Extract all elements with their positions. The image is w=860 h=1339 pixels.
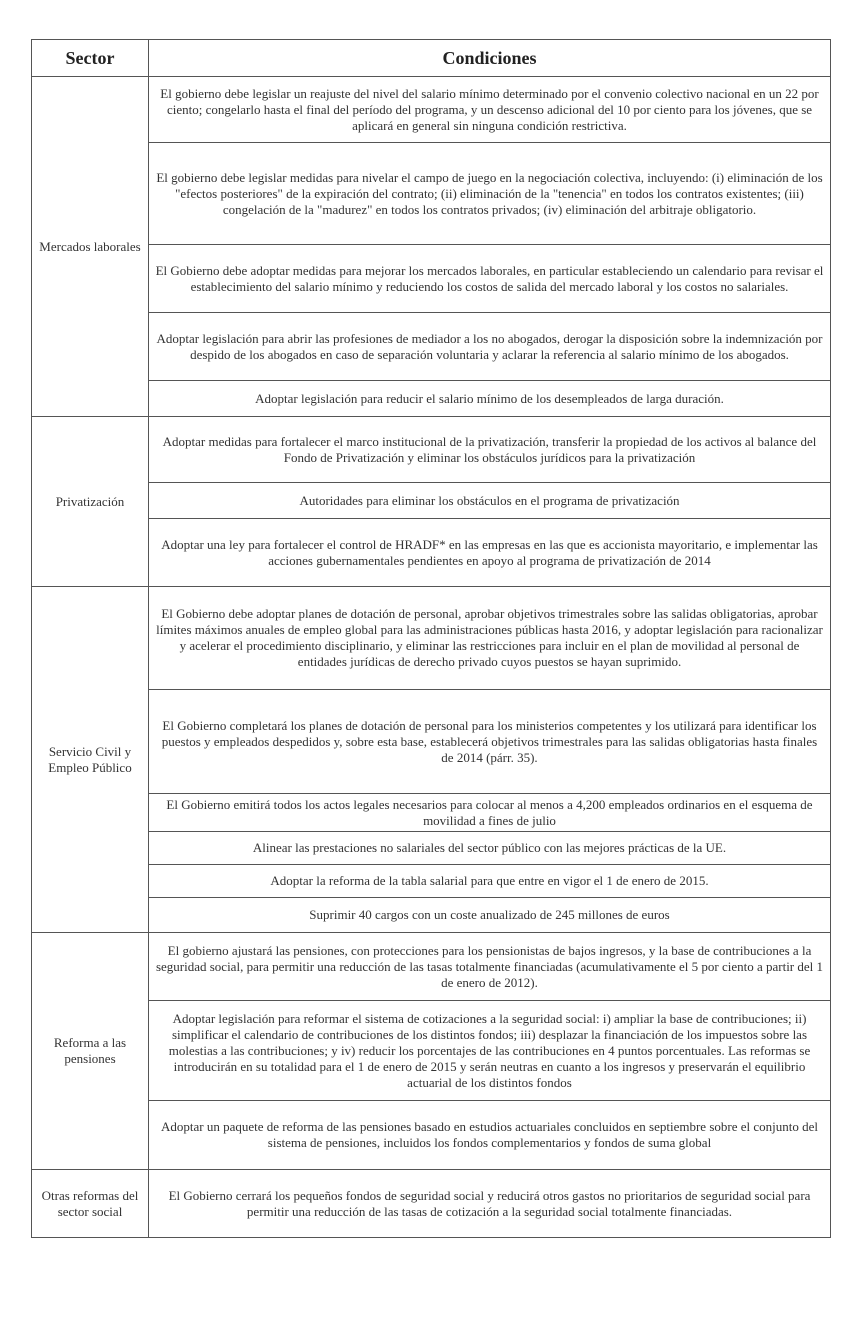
condition-cell: Adoptar legislación para abrir las profesiones de mediador a los no abogados, derogar la disposición sobre la indemnización por despido de los abogados en caso de separación voluntaria y aclarar la referencia al salario mínimo de los abogados. <box>149 313 831 381</box>
sector-cell-otras-reformas: Otras reformas del sector social <box>32 1170 149 1238</box>
condition-cell: El Gobierno debe adoptar medidas para mejorar los mercados laborales, en particular estableciendo un calendario para revisar el establecimiento del salario mínimo y reduciendo los costos de salida del mercado laboral y los costos no salariales. <box>149 245 831 313</box>
condition-cell: El Gobierno debe adoptar planes de dotación de personal, aprobar objetivos trimestrales sobre las salidas obligatorias, aprobar límites máximos anuales de empleo global para las administraciones públicas hasta 2016, y adoptar legislación para racionalizar y acelerar el procedimiento disciplinario, y eliminar las restricciones para incluir en el plan de movilidad al personal de entidades jurídicas de derecho privado cuyos puestos se hayan suprimido. <box>149 587 831 690</box>
sector-cell-privatizacion: Privatización <box>32 417 149 587</box>
condition-cell: Adoptar legislación para reducir el salario mínimo de los desempleados de larga duración. <box>149 381 831 417</box>
header-row <box>32 40 831 77</box>
condition-cell: El gobierno ajustará las pensiones, con protecciones para los pensionistas de bajos ingresos, y la base de contribuciones a la seguridad social, para permitir una reducción de las tasas totalmente financiadas (acumulativamente el 5 por ciento a partir del 1 de enero de 2012). <box>149 933 831 1001</box>
table-row <box>32 865 831 898</box>
condition-cell: El gobierno debe legislar medidas para nivelar el campo de juego en la negociación colectiva, incluyendo: (i) eliminación de los "efectos posteriores" de la expiración del contrato; (ii) eliminación de la "tenencia" en todos los contratos existentes; (iii) congelación de la "madurez" en todos los contratos privados; (iv) eliminación del arbitraje obligatorio. <box>149 143 831 245</box>
table-row <box>32 1001 831 1101</box>
table-row <box>32 587 831 690</box>
table-row <box>32 933 831 1001</box>
table-row <box>32 77 831 143</box>
table-row <box>32 832 831 865</box>
table-row <box>32 245 831 313</box>
condition-cell: Autoridades para eliminar los obstáculos en el programa de privatización <box>149 483 831 519</box>
condition-cell: Adoptar medidas para fortalecer el marco institucional de la privatización, transferir la propiedad de los activos al balance del Fondo de Privatización y eliminar los obstáculos jurídicos para la privatización <box>149 417 831 483</box>
header-conditions: Condiciones <box>149 40 831 77</box>
table-row <box>32 794 831 832</box>
table-row <box>32 313 831 381</box>
condition-cell: El Gobierno completará los planes de dotación de personal para los ministerios competentes y los utilizará para identificar los puestos y empleados despedidos y, sobre esta base, establecerá objetivos trimestrales para las salidas obligatorias hasta finales de 2014 (párr. 35). <box>149 690 831 794</box>
condition-cell: Alinear las prestaciones no salariales del sector público con las mejores prácticas de la UE. <box>149 832 831 865</box>
table-row <box>32 417 831 483</box>
sector-cell-servicio-civil: Servicio Civil y Empleo Público <box>32 587 149 933</box>
sector-cell-mercados-laborales: Mercados laborales <box>32 77 149 417</box>
condition-cell: Adoptar legislación para reformar el sistema de cotizaciones a la seguridad social: i) ampliar la base de contribuciones; ii) simplificar el calendario de contribuciones de los distintos fondos; iii) desplazar la financiación de los impuestos sobre las molestias a las contribuciones; y iv) reducir los porcentajes de las contribuciones en 4 puntos porcentuales. Las reformas se introducirán en su totalidad para el 1 de enero de 2015 y serán neutras en cuanto a los ingresos y preservarán el equilibrio actuarial de los distintos fondos <box>149 1001 831 1101</box>
condition-cell: Adoptar la reforma de la tabla salarial para que entre en vigor el 1 de enero de 2015. <box>149 865 831 898</box>
table-row <box>32 690 831 794</box>
condition-cell: El Gobierno cerrará los pequeños fondos de seguridad social y reducirá otros gastos no prioritarios de seguridad social para permitir una reducción de las tasas de cotización a la seguridad social totalmente financiadas. <box>149 1170 831 1238</box>
table-row <box>32 1101 831 1170</box>
table-row <box>32 381 831 417</box>
sector-cell-reforma-pensiones: Reforma a las pensiones <box>32 933 149 1170</box>
condition-cell: Adoptar una ley para fortalecer el control de HRADF* en las empresas en las que es accionista mayoritario, e implementar las acciones gubernamentales pendientes en apoyo al programa de privatización de 2014 <box>149 519 831 587</box>
table-row <box>32 143 831 245</box>
header-sector: Sector <box>32 40 149 77</box>
table-row <box>32 1170 831 1238</box>
table-row <box>32 483 831 519</box>
condition-cell: El gobierno debe legislar un reajuste del nivel del salario mínimo determinado por el convenio colectivo nacional en un 22 por ciento; congelarlo hasta el final del período del programa, y un descenso adicional del 10 por ciento para los jóvenes, que se aplicará en general sin ninguna condición restrictiva. <box>149 77 831 143</box>
condition-cell: El Gobierno emitirá todos los actos legales necesarios para colocar al menos a 4,200 empleados ordinarios en el esquema de movilidad a fines de julio <box>149 794 831 832</box>
table-row <box>32 519 831 587</box>
table-row <box>32 898 831 933</box>
conditions-table <box>31 39 831 1238</box>
condition-cell: Adoptar un paquete de reforma de las pensiones basado en estudios actuariales concluidos en septiembre sobre el conjunto del sistema de pensiones, incluidos los fondos complementarios y fondos de suma global <box>149 1101 831 1170</box>
condition-cell: Suprimir 40 cargos con un coste anualizado de 245 millones de euros <box>149 898 831 933</box>
